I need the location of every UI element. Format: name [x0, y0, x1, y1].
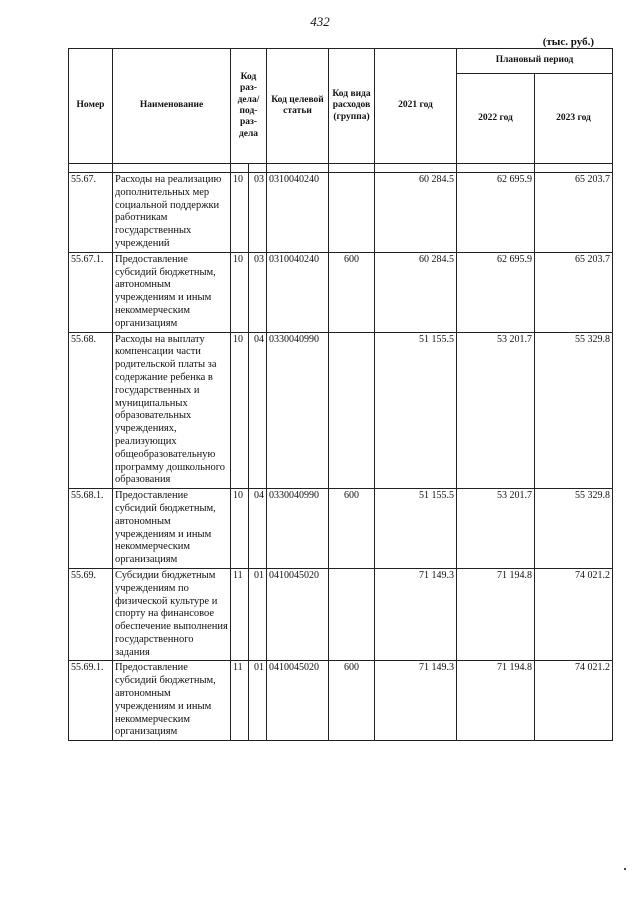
row-amount-2023: 55 329.8: [535, 332, 613, 489]
table-row: [69, 661, 613, 741]
row-amount-2022: 71 194.8: [457, 568, 535, 661]
row-subsection: 01: [249, 568, 267, 661]
header-row: [69, 49, 613, 74]
units-label: (тыс. руб.): [542, 36, 594, 48]
spacer-row: [69, 164, 613, 173]
row-number: 55.69.1.: [69, 661, 113, 741]
row-target-code: 0330040990: [267, 489, 329, 569]
row-subsection: 04: [249, 489, 267, 569]
row-name: Расходы на реализацию дополнительных мер социальной поддержки работникам государственных учреждений: [113, 173, 231, 253]
row-amount-2021: 60 284.5: [375, 252, 457, 332]
row-expense-type: [329, 332, 375, 489]
header-year-2022: 2022 год: [457, 74, 535, 164]
row-amount-2023: 74 021.2: [535, 568, 613, 661]
scan-speck: [624, 868, 626, 870]
row-target-code: 0410045020: [267, 568, 329, 661]
row-name: Субсидии бюджетным учреждениям по физической культуре и спорту на финансовое обеспечение выполнения государственного задания: [113, 568, 231, 661]
header-year-2021: 2021 год: [375, 49, 457, 164]
table-row: [69, 252, 613, 332]
row-amount-2022: 71 194.8: [457, 661, 535, 741]
table-row: [69, 173, 613, 253]
row-name: Предоставление субсидий бюджетным, автономным учреждениям и иным некоммерческим организациям: [113, 252, 231, 332]
row-amount-2021: 51 155.5: [375, 489, 457, 569]
row-target-code: 0410045020: [267, 661, 329, 741]
row-amount-2023: 55 329.8: [535, 489, 613, 569]
row-section: 11: [231, 661, 249, 741]
row-amount-2023: 65 203.7: [535, 173, 613, 253]
row-expense-type: 600: [329, 661, 375, 741]
header-target-code: Код целевой статьи: [267, 49, 329, 164]
header-section-code: Код раз-дела/ под-раз-дела: [231, 49, 267, 164]
row-subsection: 03: [249, 173, 267, 253]
table-row: [69, 489, 613, 569]
row-number: 55.69.: [69, 568, 113, 661]
row-amount-2022: 53 201.7: [457, 489, 535, 569]
row-target-code: 0330040990: [267, 332, 329, 489]
row-section: 11: [231, 568, 249, 661]
header-year-2023: 2023 год: [535, 74, 613, 164]
row-target-code: 0310040240: [267, 173, 329, 253]
row-number: 55.67.1.: [69, 252, 113, 332]
table-row: [69, 332, 613, 489]
row-section: 10: [231, 252, 249, 332]
row-number: 55.68.1.: [69, 489, 113, 569]
row-name: Предоставление субсидий бюджетным, автономным учреждениям и иным некоммерческим организациям: [113, 489, 231, 569]
row-amount-2022: 62 695.9: [457, 173, 535, 253]
row-expense-type: 600: [329, 489, 375, 569]
table-row: [69, 568, 613, 661]
row-amount-2022: 62 695.9: [457, 252, 535, 332]
header-number: Номер: [69, 49, 113, 164]
row-name: Расходы на выплату компенсации части родительской платы за содержание ребенка в государственных и муниципальных образовательных учреждениях, реализующих общеобразовательную программу дошкольного образования: [113, 332, 231, 489]
row-number: 55.68.: [69, 332, 113, 489]
header-name: Наименование: [113, 49, 231, 164]
row-subsection: 03: [249, 252, 267, 332]
row-name: Предоставление субсидий бюджетным, автономным учреждениям и иным некоммерческим организациям: [113, 661, 231, 741]
row-subsection: 01: [249, 661, 267, 741]
row-amount-2021: 51 155.5: [375, 332, 457, 489]
row-amount-2023: 74 021.2: [535, 661, 613, 741]
row-expense-type: [329, 568, 375, 661]
header-expense-type: Код вида расходов (группа): [329, 49, 375, 164]
row-expense-type: [329, 173, 375, 253]
row-amount-2021: 71 149.3: [375, 568, 457, 661]
row-section: 10: [231, 332, 249, 489]
row-subsection: 04: [249, 332, 267, 489]
row-section: 10: [231, 489, 249, 569]
row-amount-2022: 53 201.7: [457, 332, 535, 489]
row-number: 55.67.: [69, 173, 113, 253]
row-section: 10: [231, 173, 249, 253]
row-amount-2023: 65 203.7: [535, 252, 613, 332]
header-plan-period: Плановый период: [457, 49, 613, 74]
row-target-code: 0310040240: [267, 252, 329, 332]
row-expense-type: 600: [329, 252, 375, 332]
budget-table: [68, 48, 613, 741]
row-amount-2021: 60 284.5: [375, 173, 457, 253]
page-number: 432: [310, 14, 330, 29]
row-amount-2021: 71 149.3: [375, 661, 457, 741]
